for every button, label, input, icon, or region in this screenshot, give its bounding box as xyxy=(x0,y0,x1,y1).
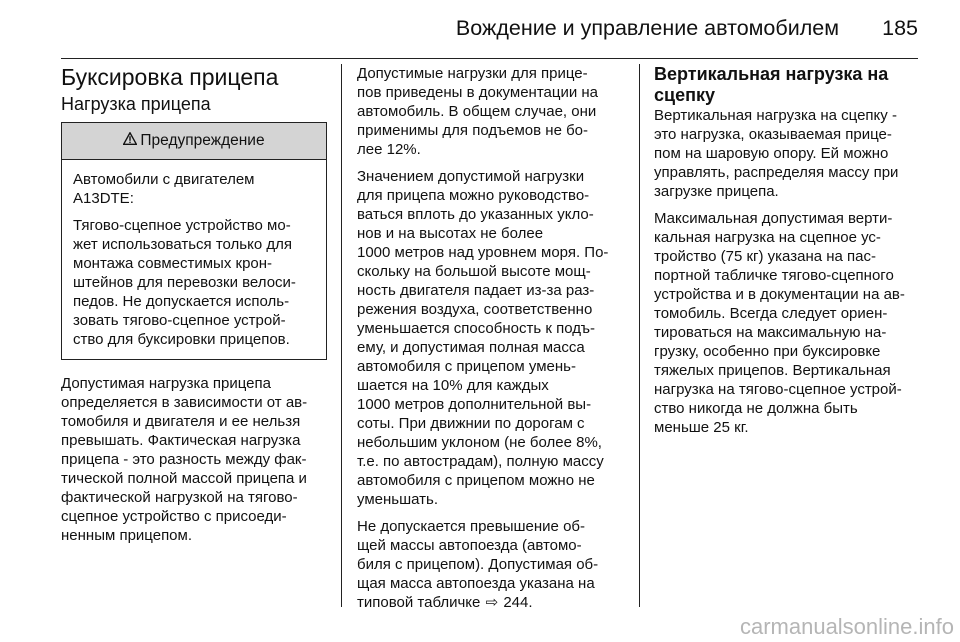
page-reference-arrow-icon[interactable]: ⇨ xyxy=(485,594,499,611)
warning-triangle-icon xyxy=(123,129,137,153)
text-line: биля с прицепом). Допустимая об- xyxy=(357,556,599,573)
page-reference-link[interactable]: 244. xyxy=(503,594,533,611)
section-title: Буксировка прицепа xyxy=(61,64,279,90)
text-line: автомобиля с прицепом умень- xyxy=(357,358,576,375)
warning-paragraph-1 xyxy=(73,170,315,208)
text-line: A13DTE: xyxy=(73,190,134,207)
text-line: кальная нагрузка на сцепное ус- xyxy=(654,229,881,246)
text-line: педов. Не допускается исполь- xyxy=(73,293,290,310)
text-line: превышать. Фактическая нагрузка xyxy=(61,432,301,449)
text-line: применимы для подъемов не бо- xyxy=(357,122,589,139)
text-line: управлять, распределяя массу при xyxy=(654,164,899,181)
text-line: уменьшать. xyxy=(357,491,438,508)
text-line: зовать тягово-сцепное устрой- xyxy=(73,312,286,329)
text-line: прицепа - это разность между фак- xyxy=(61,451,307,468)
watermark: carmanualsonline.info xyxy=(739,614,954,639)
text-line: автомобиль. В общем случае, они xyxy=(357,103,597,120)
paragraph xyxy=(654,106,922,201)
text-line: скольку на большой высоте мощ- xyxy=(357,263,591,280)
text-line: Вертикальная нагрузка на сцепку - xyxy=(654,107,897,124)
paragraph xyxy=(357,167,629,509)
text-line: ваться вплоть до указанных укло- xyxy=(357,206,594,223)
text-line: лее 12%. xyxy=(357,141,421,158)
text-line: Вертикальная нагрузка на xyxy=(654,64,889,84)
text-line: щая масса автопоезда указана на xyxy=(357,575,595,592)
column-2 xyxy=(357,64,629,620)
text-line: ство для буксировки прицепов. xyxy=(73,331,290,348)
text-line: сцепку xyxy=(654,85,715,105)
section-title-vertical-load xyxy=(654,64,922,106)
text-line: нов и на высотах не более xyxy=(357,225,544,242)
text-line: Допустимые нагрузки для прице- xyxy=(357,65,588,82)
text-line: устройства и в документации на ав- xyxy=(654,286,905,303)
text-line: Автомобили с двигателем xyxy=(73,171,255,188)
header-title: Вождение и управление автомобилем xyxy=(455,16,839,40)
text-line: соты. При движнии по дорогам с xyxy=(357,415,585,432)
text-line: томобиля и двигателя и ее нельзя xyxy=(61,413,301,430)
text-line: сцепное устройство с присоеди- xyxy=(61,508,287,525)
text-line: тической полной массой прицепа и xyxy=(61,470,307,487)
text-line: 1000 метров дополнительной вы- xyxy=(357,396,592,413)
text-line: Не допускается превышение об- xyxy=(357,518,585,535)
text-line: автомобиля с прицепом можно не xyxy=(357,472,595,489)
warning-body xyxy=(62,160,326,359)
header-rule xyxy=(61,58,918,59)
warning-header xyxy=(62,123,326,160)
column-3 xyxy=(654,64,922,445)
column-divider-1 xyxy=(341,64,342,607)
text-line: режения воздуха, соответственно xyxy=(357,301,593,318)
text-line: небольшим уклоном (не более 8%, xyxy=(357,434,602,451)
text-line: определяется в зависимости от ав- xyxy=(61,394,308,411)
text-line: Тягово-сцепное устройство мо- xyxy=(73,217,291,234)
text-line: для прицепа можно руководство- xyxy=(357,187,590,204)
text-line: портной табличке тягово-сцепного xyxy=(654,267,894,284)
paragraph xyxy=(357,517,629,612)
text-line: шается на 10% для каждых xyxy=(357,377,549,394)
text-line: монтажа совместимых крон- xyxy=(73,255,273,272)
paragraph xyxy=(654,209,922,437)
column-1 xyxy=(61,64,327,553)
text-line: ему, и допустимая полная масса xyxy=(357,339,585,356)
text-line: фактической нагрузкой на тягово- xyxy=(61,489,298,506)
text-line: тяжелых прицепов. Вертикальная xyxy=(654,362,891,379)
paragraph xyxy=(61,374,327,545)
text-line: Максимальная допустимая верти- xyxy=(654,210,893,227)
text-line: Допустимая нагрузка прицепа xyxy=(61,375,271,392)
text-line: пом на шаровую опору. Ей можно xyxy=(654,145,889,162)
text-line: 1000 метров над уровнем моря. По- xyxy=(357,244,609,261)
warning-box xyxy=(61,122,327,360)
text-line: томобиль. Всегда следует ориен- xyxy=(654,305,888,322)
text-line: уменьшается способность к подъ- xyxy=(357,320,596,337)
paragraph xyxy=(357,64,629,159)
text-line: ность двигателя падает из-за раз- xyxy=(357,282,595,299)
text-line: загрузке прицепа. xyxy=(654,183,779,200)
column-divider-2 xyxy=(639,64,640,607)
page-number: 185 xyxy=(882,16,918,40)
text-line: ненным прицепом. xyxy=(61,527,193,544)
text-line: нагрузка на тягово-сцепное устрой- xyxy=(654,381,902,398)
text-line: щей массы автопоезда (автомо- xyxy=(357,537,582,554)
warning-label: Предупреждение xyxy=(140,132,265,150)
warning-paragraph-2 xyxy=(73,216,315,349)
text-line: тройство (75 кг) указана на пас- xyxy=(654,248,876,265)
text-line: ство никогда не должна быть xyxy=(654,400,858,417)
text-line: пов приведены в документации на xyxy=(357,84,599,101)
text-line: штейнов для перевозки велоси- xyxy=(73,274,296,291)
subsection-title: Нагрузка прицепа xyxy=(61,94,211,114)
text-line: т.е. по автострадам), полную массу xyxy=(357,453,604,470)
text-line: это нагрузка, оказываемая прице- xyxy=(654,126,892,143)
text-line: тироваться на максимальную на- xyxy=(654,324,887,341)
text-line: жет использоваться только для xyxy=(73,236,292,253)
text-line: грузку, особенно при буксировке xyxy=(654,343,881,360)
text-line: Значением допустимой нагрузки xyxy=(357,168,585,185)
text-line: меньше 25 кг. xyxy=(654,419,749,436)
text-line: типовой табличке xyxy=(357,594,481,611)
